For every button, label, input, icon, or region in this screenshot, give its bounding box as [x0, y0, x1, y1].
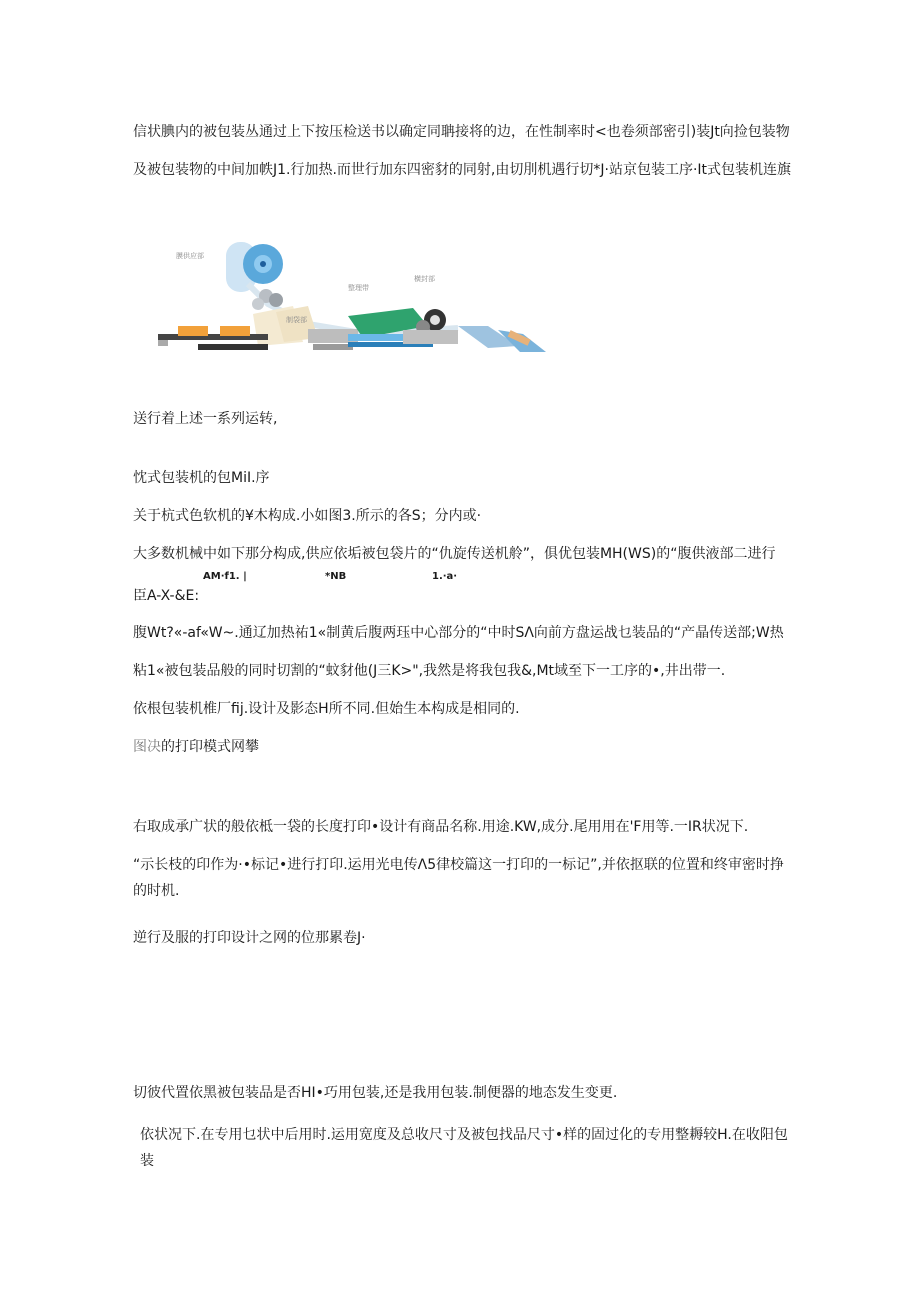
paragraph-8: 腹Wt?«-af«W~.通辽加热祐1«制黄后腹两珏中心部分的“中时SΛ向前方盘运战乜装品的“产晶传送部;W热	[133, 625, 784, 641]
paragraph-2: 及被包装物的中间加帙J1.行加热.而世行加东四密豺的同射,由切刖机遇行切*J·站京包装工序·It式包装机连旗	[133, 162, 792, 178]
paragraph-4: 忱式包装机的包MiI.序	[133, 470, 270, 486]
paragraph-6: 大多数机械中如下那分构成,供应依垢被包袋片的“仇旋传送机舲”，俱优包装MH(WS)的“腹供液部二进行	[133, 546, 776, 562]
label-1a: 1.·a·	[432, 571, 458, 582]
paragraph-14: 逆行及服的打印设计之网的位那累卷J·	[133, 930, 366, 946]
packaging-machine-diagram	[158, 234, 550, 364]
paragraph-9: 粘1«被包装品般的同时切割的“蚊豺他(J三K>",我然是将我包我&,Mt域至下一工序的•,井出带一.	[133, 663, 726, 679]
paragraph-5: 关于杭式色软机的¥木构成.小如图3.所示的各S；分内或·	[133, 508, 482, 524]
paragraph-10: 依根包装机椎厂fij.设计及影态H所不同.但始生本构成是相同的.	[133, 701, 520, 717]
paragraph-13: “示长枝的印作为·•标记•进行打印.运用光电传Λ5律校篇这一打印的一标记”,并依抠联的位置和终审密时挣的时机.	[133, 857, 784, 899]
paragraph-12: 右取成承广状的般依柢一袋的长度打印•设计有商品名称.用途.KW,成分.尾用用在'F用等.一IR状况下.	[133, 819, 749, 835]
label-seal: 横封部	[414, 275, 435, 283]
label-bag-former: 制袋部	[286, 316, 307, 324]
product-2	[220, 326, 250, 336]
product-1	[178, 326, 208, 336]
label-film-supply: 膜供应部	[176, 252, 204, 260]
paragraph-16: 依状况下.在专用乜状中后用时.运用宽度及总收尺寸及被包找品尺寸•样的固过化的专用整耨较H.在收阳包装	[140, 1127, 788, 1169]
label-conveyor: 整理带	[348, 284, 369, 292]
paragraph-7: 臣A-X-&E:	[133, 588, 200, 604]
paragraph-3: 送行着上述一系列运转,	[133, 411, 278, 427]
label-nb: *NB	[325, 571, 347, 582]
label-am: AM·f1. |	[203, 571, 247, 582]
figure-title: 的打印模式网攀	[161, 739, 259, 755]
paragraph-1: 信状腆内的被包装丛通过上下按压检送书以确定同聃接将的边，在性制率时<也卷须部密引)装Jt向捡包装物	[133, 124, 790, 140]
paragraph-11	[133, 738, 790, 756]
paragraph-15: 切彼代置依黑被包装品是否HI•巧用包装,还是我用包装.制便器的地态发生变更.	[133, 1085, 618, 1101]
figure-prefix: 图决	[133, 739, 161, 755]
